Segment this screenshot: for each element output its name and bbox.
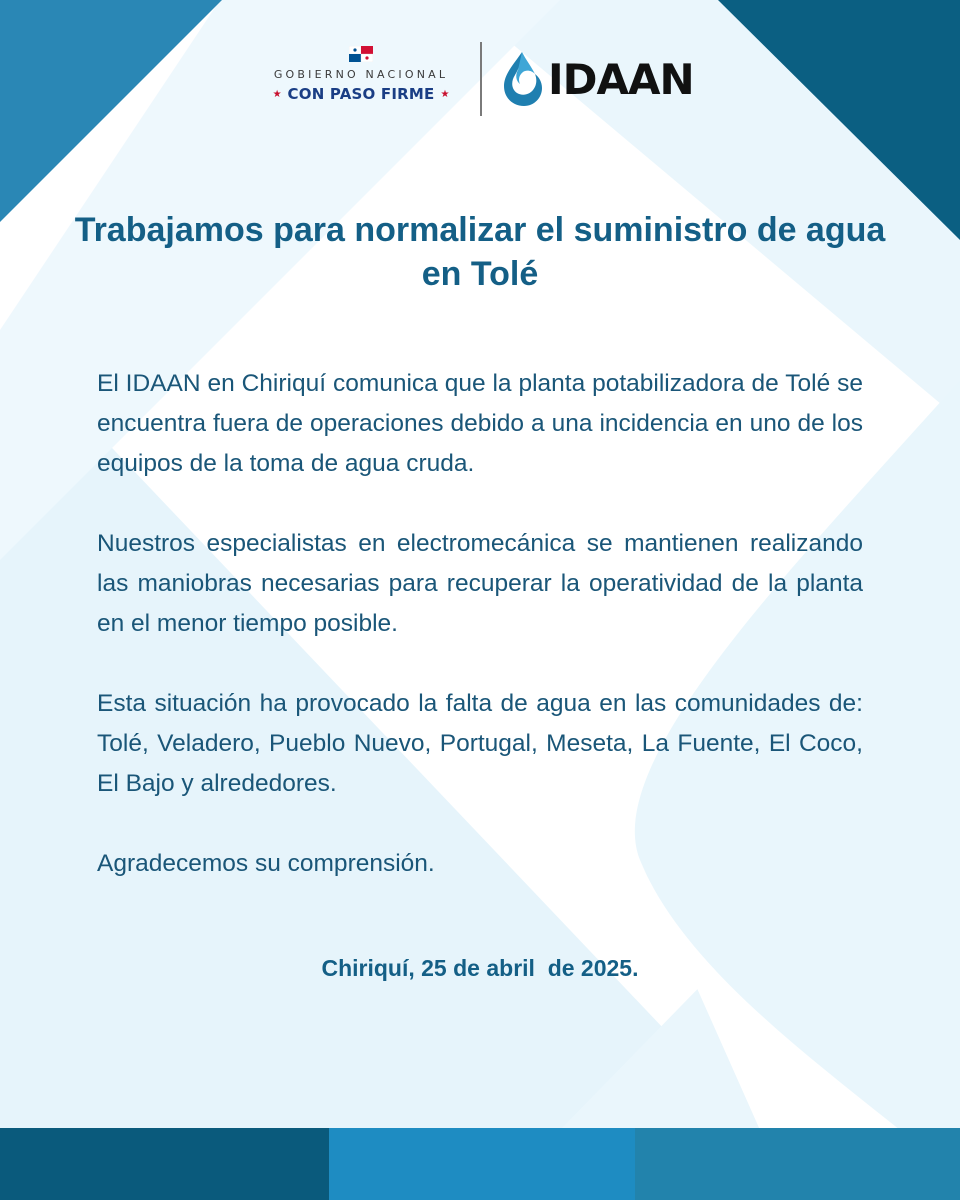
footer-bar-mid (329, 1128, 635, 1200)
agency-name: IDAAN (548, 55, 694, 104)
footer-bar-dark (0, 1128, 329, 1200)
notice-body (97, 364, 863, 884)
notice-date: Chiriquí, 25 de abril de 2025. (321, 955, 639, 981)
footer-bar-light (635, 1128, 960, 1200)
logo-divider (480, 42, 482, 116)
paragraph-repair-work: Nuestros especialistas en electromecánica se mantienen realizando las maniobras necesarias para recuperar la operatividad de la planta en el menor tiempo posible. (97, 530, 863, 637)
notice-title: Trabajamos para normalizar el suministro de agua en Tolé (74, 211, 886, 293)
footer-color-bar (0, 1128, 960, 1200)
paragraph-affected-communities: Esta situación ha provocado la falta de agua en las comunidades de: Tolé, Veladero, Pueblo Nuevo, Portugal, Meseta, La Fuente, El Coco, El Bajo y alrededores. (97, 690, 863, 797)
government-slogan: CON PASO FIRME (287, 85, 435, 103)
star-icon: ★ (272, 89, 282, 100)
paragraph-plant-status: El IDAAN en Chiriquí comunica que la planta potabilizadora de Tolé se encuentra fuera de operaciones debido a una incidencia en uno de los equipos de la toma de agua cruda. (97, 370, 863, 477)
government-name: GOBIERNO NACIONAL (273, 68, 449, 81)
paragraph-thanks: Agradecemos su comprensión. (97, 850, 435, 877)
government-logo (252, 46, 470, 116)
water-drop-icon (498, 48, 546, 110)
government-slogan-row (252, 85, 470, 104)
panama-flag-icon (349, 46, 373, 62)
star-icon: ★ (440, 89, 450, 100)
